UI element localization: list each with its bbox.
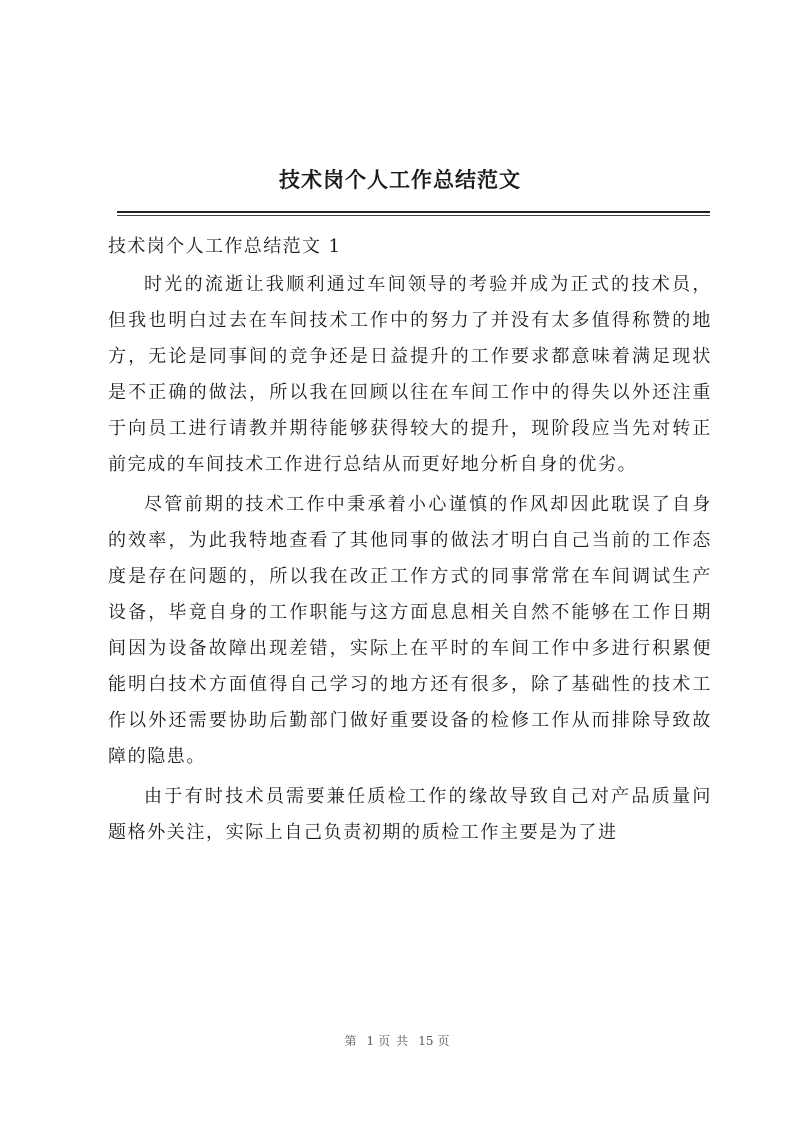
title-divider-thin: [117, 215, 710, 216]
document-body: [108, 229, 712, 855]
page-footer: [0, 1032, 800, 1049]
paragraph-2: 尽管前期的技术工作中秉承着小心谨慎的作风却因此耽误了自身的效率，为此我特地查看了其他同事的做法才明白自己当前的工作态度是存在问题的，所以我在改正工作方式的同事常常在车间调试生产设备，毕竟自身的工作职能与这方面息息相关自然不能够在工作日期间因为设备故障出现差错，实际上在平时的车间工作中多进行积累便能明白技术方面值得自己学习的地方还有很多，除了基础性的技术工作以外还需要协助后勤部门做好重要设备的检修工作从而排除导致故障的隐患。: [108, 494, 712, 767]
title-divider-thick: [117, 211, 710, 213]
footer-total-pages: 15: [418, 1034, 434, 1048]
footer-prefix: 第: [344, 1034, 363, 1048]
footer-suffix: 页: [437, 1034, 456, 1048]
paragraph-1: 时光的流逝让我顺利通过车间领导的考验并成为正式的技术员，但我也明白过去在车间技术工作中的努力了并没有太多值得称赞的地方，无论是同事间的竞争还是日益提升的工作要求都意味着满足现状是不正确的做法，所以我在回顾以往在车间工作中的得失以外还注重于向员工进行请教并期待能够获得较大的提升，现阶段应当先对转正前完成的车间技术工作进行总结从而更好地分析自身的优劣。: [108, 274, 712, 475]
footer-current-page: 1: [366, 1034, 375, 1048]
footer-mid: 页共: [378, 1034, 415, 1048]
paragraph-3: 由于有时技术员需要兼任质检工作的缘故导致自己对产品质量问题格外关注，实际上自己负责初期的质检工作主要是为了进: [108, 786, 712, 843]
document-title: 技术岗个人工作总结范文: [279, 167, 521, 192]
section-heading: 技术岗个人工作总结范文 1: [108, 236, 342, 257]
